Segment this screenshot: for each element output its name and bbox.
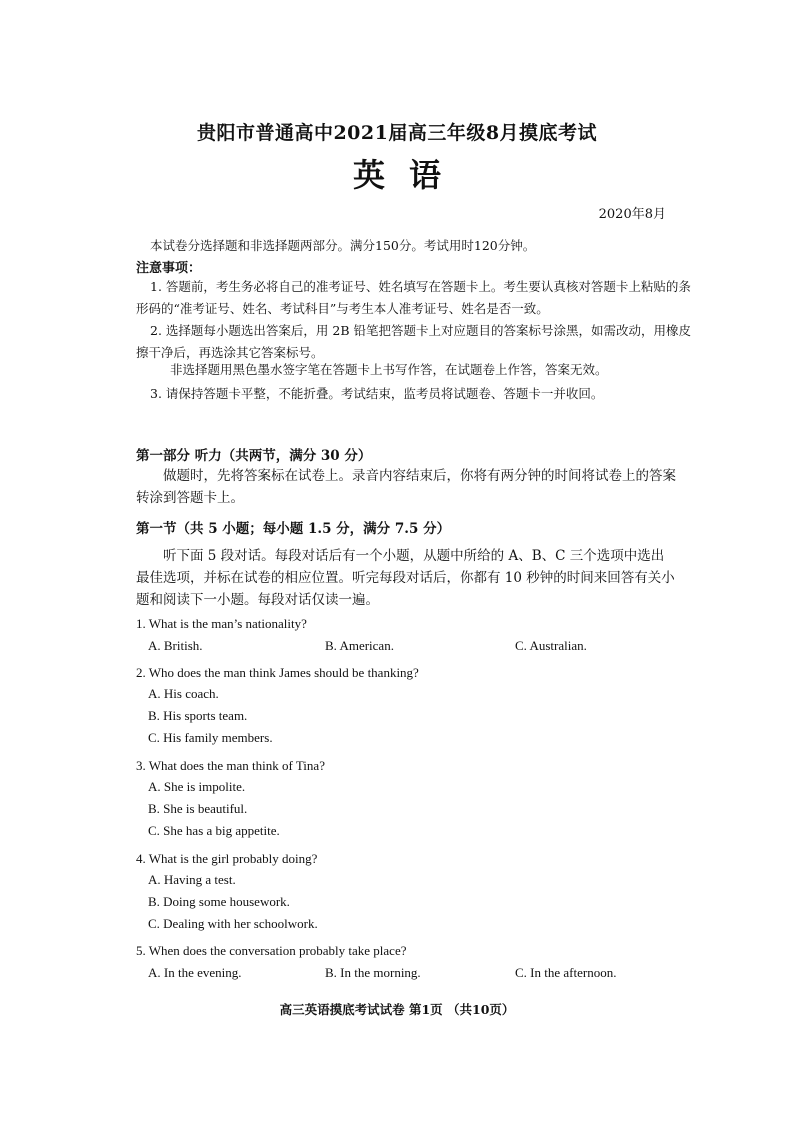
note-item-1: 1. 答题前，考生务必将自己的准考证号、姓名填写在答题卡上。考生要认真核对答题卡上粘贴的条形码的“准考证号、姓名、考试科目”与考生本人准考证号、姓名是否一致。 [136, 279, 691, 316]
part1-heading: 第一部分 听力（共两节，满分 30 分） [136, 448, 372, 464]
question-5-stem: 5. When does the conversation probably take place? [136, 943, 407, 958]
page-footer: 高三英语摸底考试试卷 第1页 （共10页） [279, 1002, 515, 1017]
subject-title: 英语 [352, 156, 465, 194]
question-4-option-a: A. Having a test. [148, 872, 236, 887]
question-3-option-c: C. She has a big appetite. [148, 823, 280, 838]
question-5-option-a: A. In the evening. [148, 965, 242, 980]
note-item-2b: 非选择题用黑色墨水签字笔在答题卡上书写作答，在试题卷上作答，答案无效。 [170, 362, 608, 377]
question-3-stem: 3. What does the man think of Tina? [136, 758, 325, 773]
question-2-stem: 2. Who does the man think James should be thanking? [136, 665, 419, 680]
question-4-stem: 4. What is the girl probably doing? [136, 851, 318, 866]
question-4-option-b: B. Doing some housework. [148, 894, 290, 909]
notes-intro: 本试卷分选择题和非选择题两部分。满分150分。考试用时120分钟。 [150, 238, 536, 253]
question-4-option-c: C. Dealing with her schoolwork. [148, 916, 318, 931]
note-item-2: 2. 选择题每小题选出答案后，用 2B 铅笔把答题卡上对应题目的答案标号涂黑，如需改动，用橡皮擦干净后，再选涂其它答案标号。 [136, 323, 691, 360]
question-1-stem: 1. What is the man’s nationality? [136, 616, 307, 631]
section1-heading: 第一节（共 5 小题；每小题 1.5 分，满分 7.5 分） [136, 521, 451, 537]
question-5-option-b: B. In the morning. [325, 965, 421, 980]
question-1-option-a: A. British. [148, 638, 203, 653]
question-2-option-c: C. His family members. [148, 730, 273, 745]
question-5-option-c: C. In the afternoon. [515, 965, 617, 980]
part1-instruction: 做题时，先将答案标在试卷上。录音内容结束后，你将有两分钟的时间将试卷上的答案转涂到答题卡上。 [136, 468, 676, 506]
question-3-option-a: A. She is impolite. [148, 779, 246, 794]
section1-instruction: 听下面 5 段对话。每段对话后有一个小题，从题中所给的 A、B、C 三个选项中选出最佳选项，并标在试卷的相应位置。听完每段对话后，你都有 10 秒钟的时间来回答有关小题和阅读下一小题。每段对话仅读一遍。 [136, 548, 675, 608]
question-1-option-b: B. American. [325, 638, 394, 653]
exam-date: 2020年8月 [598, 207, 666, 222]
note-item-3: 3. 请保持答题卡平整，不能折叠。考试结束，监考员将试题卷、答题卡一并收回。 [150, 386, 604, 401]
exam-title: 贵阳市普通高中2021届高三年级8月摸底考试 [196, 122, 598, 144]
question-2-option-b: B. His sports team. [148, 708, 248, 723]
question-3-option-b: B. She is beautiful. [148, 801, 248, 816]
question-1-option-c: C. Australian. [515, 638, 587, 653]
notes-heading: 注意事项： [136, 261, 202, 276]
question-2-option-a: A. His coach. [148, 686, 219, 701]
